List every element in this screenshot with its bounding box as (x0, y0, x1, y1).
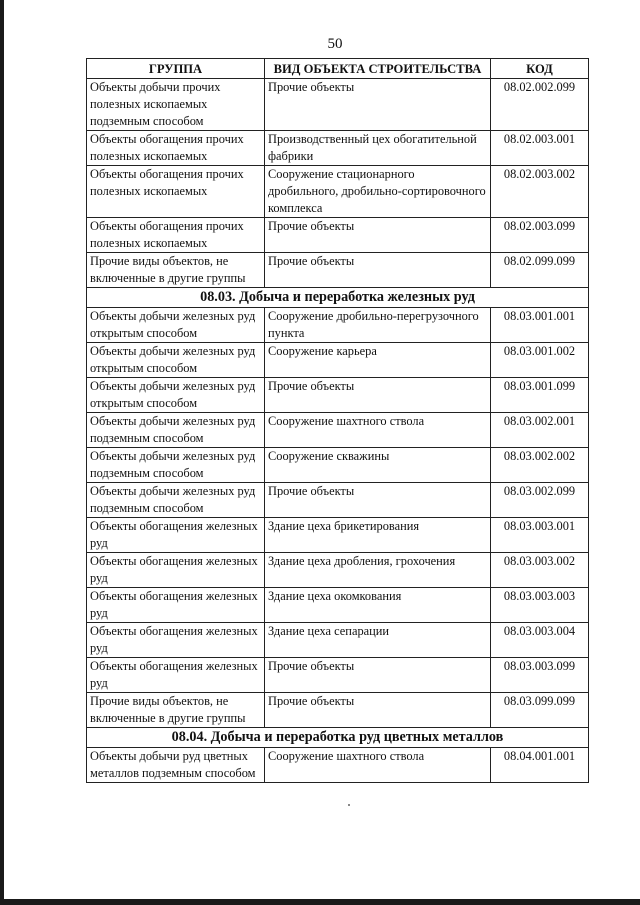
code-cell: 08.03.003.003 (491, 588, 589, 623)
code-cell: 08.03.001.002 (491, 343, 589, 378)
table-row (87, 658, 589, 693)
object-type-cell: Прочие объекты (265, 253, 491, 288)
table-row (87, 623, 589, 658)
classification-table (86, 58, 589, 783)
section-title: 08.03. Добыча и переработка железных руд (87, 288, 589, 308)
table-row (87, 693, 589, 728)
object-type-cell: Производственный цех обогатительной фабрики (265, 131, 491, 166)
code-cell: 08.03.002.001 (491, 413, 589, 448)
table-row (87, 518, 589, 553)
group-cell: Объекты добычи прочих полезных ископаемых подземным способом (87, 79, 265, 131)
code-cell: 08.03.003.004 (491, 623, 589, 658)
group-cell: Объекты добычи железных руд открытым способом (87, 378, 265, 413)
header-row (87, 59, 589, 79)
code-cell: 08.03.001.001 (491, 308, 589, 343)
code-cell: 08.03.003.002 (491, 553, 589, 588)
group-cell: Объекты обогащения прочих полезных ископаемых (87, 166, 265, 218)
scan-speck (348, 804, 350, 806)
object-type-cell: Прочие объекты (265, 218, 491, 253)
group-cell: Объекты добычи железных руд подземным способом (87, 413, 265, 448)
table-row (87, 483, 589, 518)
group-cell: Объекты обогащения железных руд (87, 658, 265, 693)
table-row (87, 308, 589, 343)
code-cell: 08.03.099.099 (491, 693, 589, 728)
code-cell: 08.03.003.001 (491, 518, 589, 553)
table-row (87, 553, 589, 588)
object-type-cell: Прочие объекты (265, 378, 491, 413)
section-row (87, 288, 589, 308)
code-cell: 08.03.001.099 (491, 378, 589, 413)
code-cell: 08.02.003.099 (491, 218, 589, 253)
group-cell: Объекты обогащения железных руд (87, 553, 265, 588)
object-type-cell: Сооружение дробильно-перегрузочного пункта (265, 308, 491, 343)
object-type-cell: Здание цеха дробления, грохочения (265, 553, 491, 588)
table-row (87, 588, 589, 623)
object-type-cell: Сооружение скважины (265, 448, 491, 483)
table-row (87, 378, 589, 413)
object-type-cell: Прочие объекты (265, 693, 491, 728)
header-group: ГРУППА (87, 59, 265, 79)
scan-edge-left (0, 0, 4, 905)
code-cell: 08.02.003.002 (491, 166, 589, 218)
table-row (87, 748, 589, 783)
code-cell: 08.03.002.099 (491, 483, 589, 518)
group-cell: Объекты добычи железных руд открытым способом (87, 343, 265, 378)
object-type-cell: Здание цеха окомкования (265, 588, 491, 623)
object-type-cell: Прочие объекты (265, 79, 491, 131)
code-cell: 08.04.001.001 (491, 748, 589, 783)
object-type-cell: Сооружение шахтного ствола (265, 413, 491, 448)
header-object-type: ВИД ОБЪЕКТА СТРОИТЕЛЬСТВА (265, 59, 491, 79)
table-row (87, 79, 589, 131)
section-row (87, 728, 589, 748)
code-cell: 08.02.099.099 (491, 253, 589, 288)
table-row (87, 448, 589, 483)
section-title: 08.04. Добыча и переработка руд цветных металлов (87, 728, 589, 748)
code-cell: 08.02.003.001 (491, 131, 589, 166)
group-cell: Прочие виды объектов, не включенные в другие группы (87, 253, 265, 288)
page-number: 50 (327, 36, 343, 52)
group-cell: Объекты добычи железных руд подземным способом (87, 483, 265, 518)
object-type-cell: Здание цеха сепарации (265, 623, 491, 658)
table-row (87, 253, 589, 288)
group-cell: Объекты обогащения железных руд (87, 518, 265, 553)
object-type-cell: Сооружение шахтного ствола (265, 748, 491, 783)
table-body (87, 79, 589, 783)
group-cell: Объекты обогащения прочих полезных ископаемых (87, 131, 265, 166)
group-cell: Объекты добычи руд цветных металлов подземным способом (87, 748, 265, 783)
group-cell: Объекты обогащения прочих полезных ископаемых (87, 218, 265, 253)
object-type-cell: Прочие объекты (265, 658, 491, 693)
table-row (87, 166, 589, 218)
scan-edge-bottom (0, 899, 640, 905)
group-cell: Прочие виды объектов, не включенные в другие группы (87, 693, 265, 728)
object-type-cell: Здание цеха брикетирования (265, 518, 491, 553)
table-row (87, 131, 589, 166)
object-type-cell: Сооружение карьера (265, 343, 491, 378)
code-cell: 08.03.003.099 (491, 658, 589, 693)
code-cell: 08.03.002.002 (491, 448, 589, 483)
group-cell: Объекты добычи железных руд открытым способом (87, 308, 265, 343)
group-cell: Объекты добычи железных руд подземным способом (87, 448, 265, 483)
object-type-cell: Прочие объекты (265, 483, 491, 518)
group-cell: Объекты обогащения железных руд (87, 588, 265, 623)
header-code: КОД (491, 59, 589, 79)
group-cell: Объекты обогащения железных руд (87, 623, 265, 658)
object-type-cell: Сооружение стационарного дробильного, дробильно-сортировочного комплекса (265, 166, 491, 218)
table-row (87, 218, 589, 253)
table-row (87, 413, 589, 448)
code-cell: 08.02.002.099 (491, 79, 589, 131)
table-row (87, 343, 589, 378)
